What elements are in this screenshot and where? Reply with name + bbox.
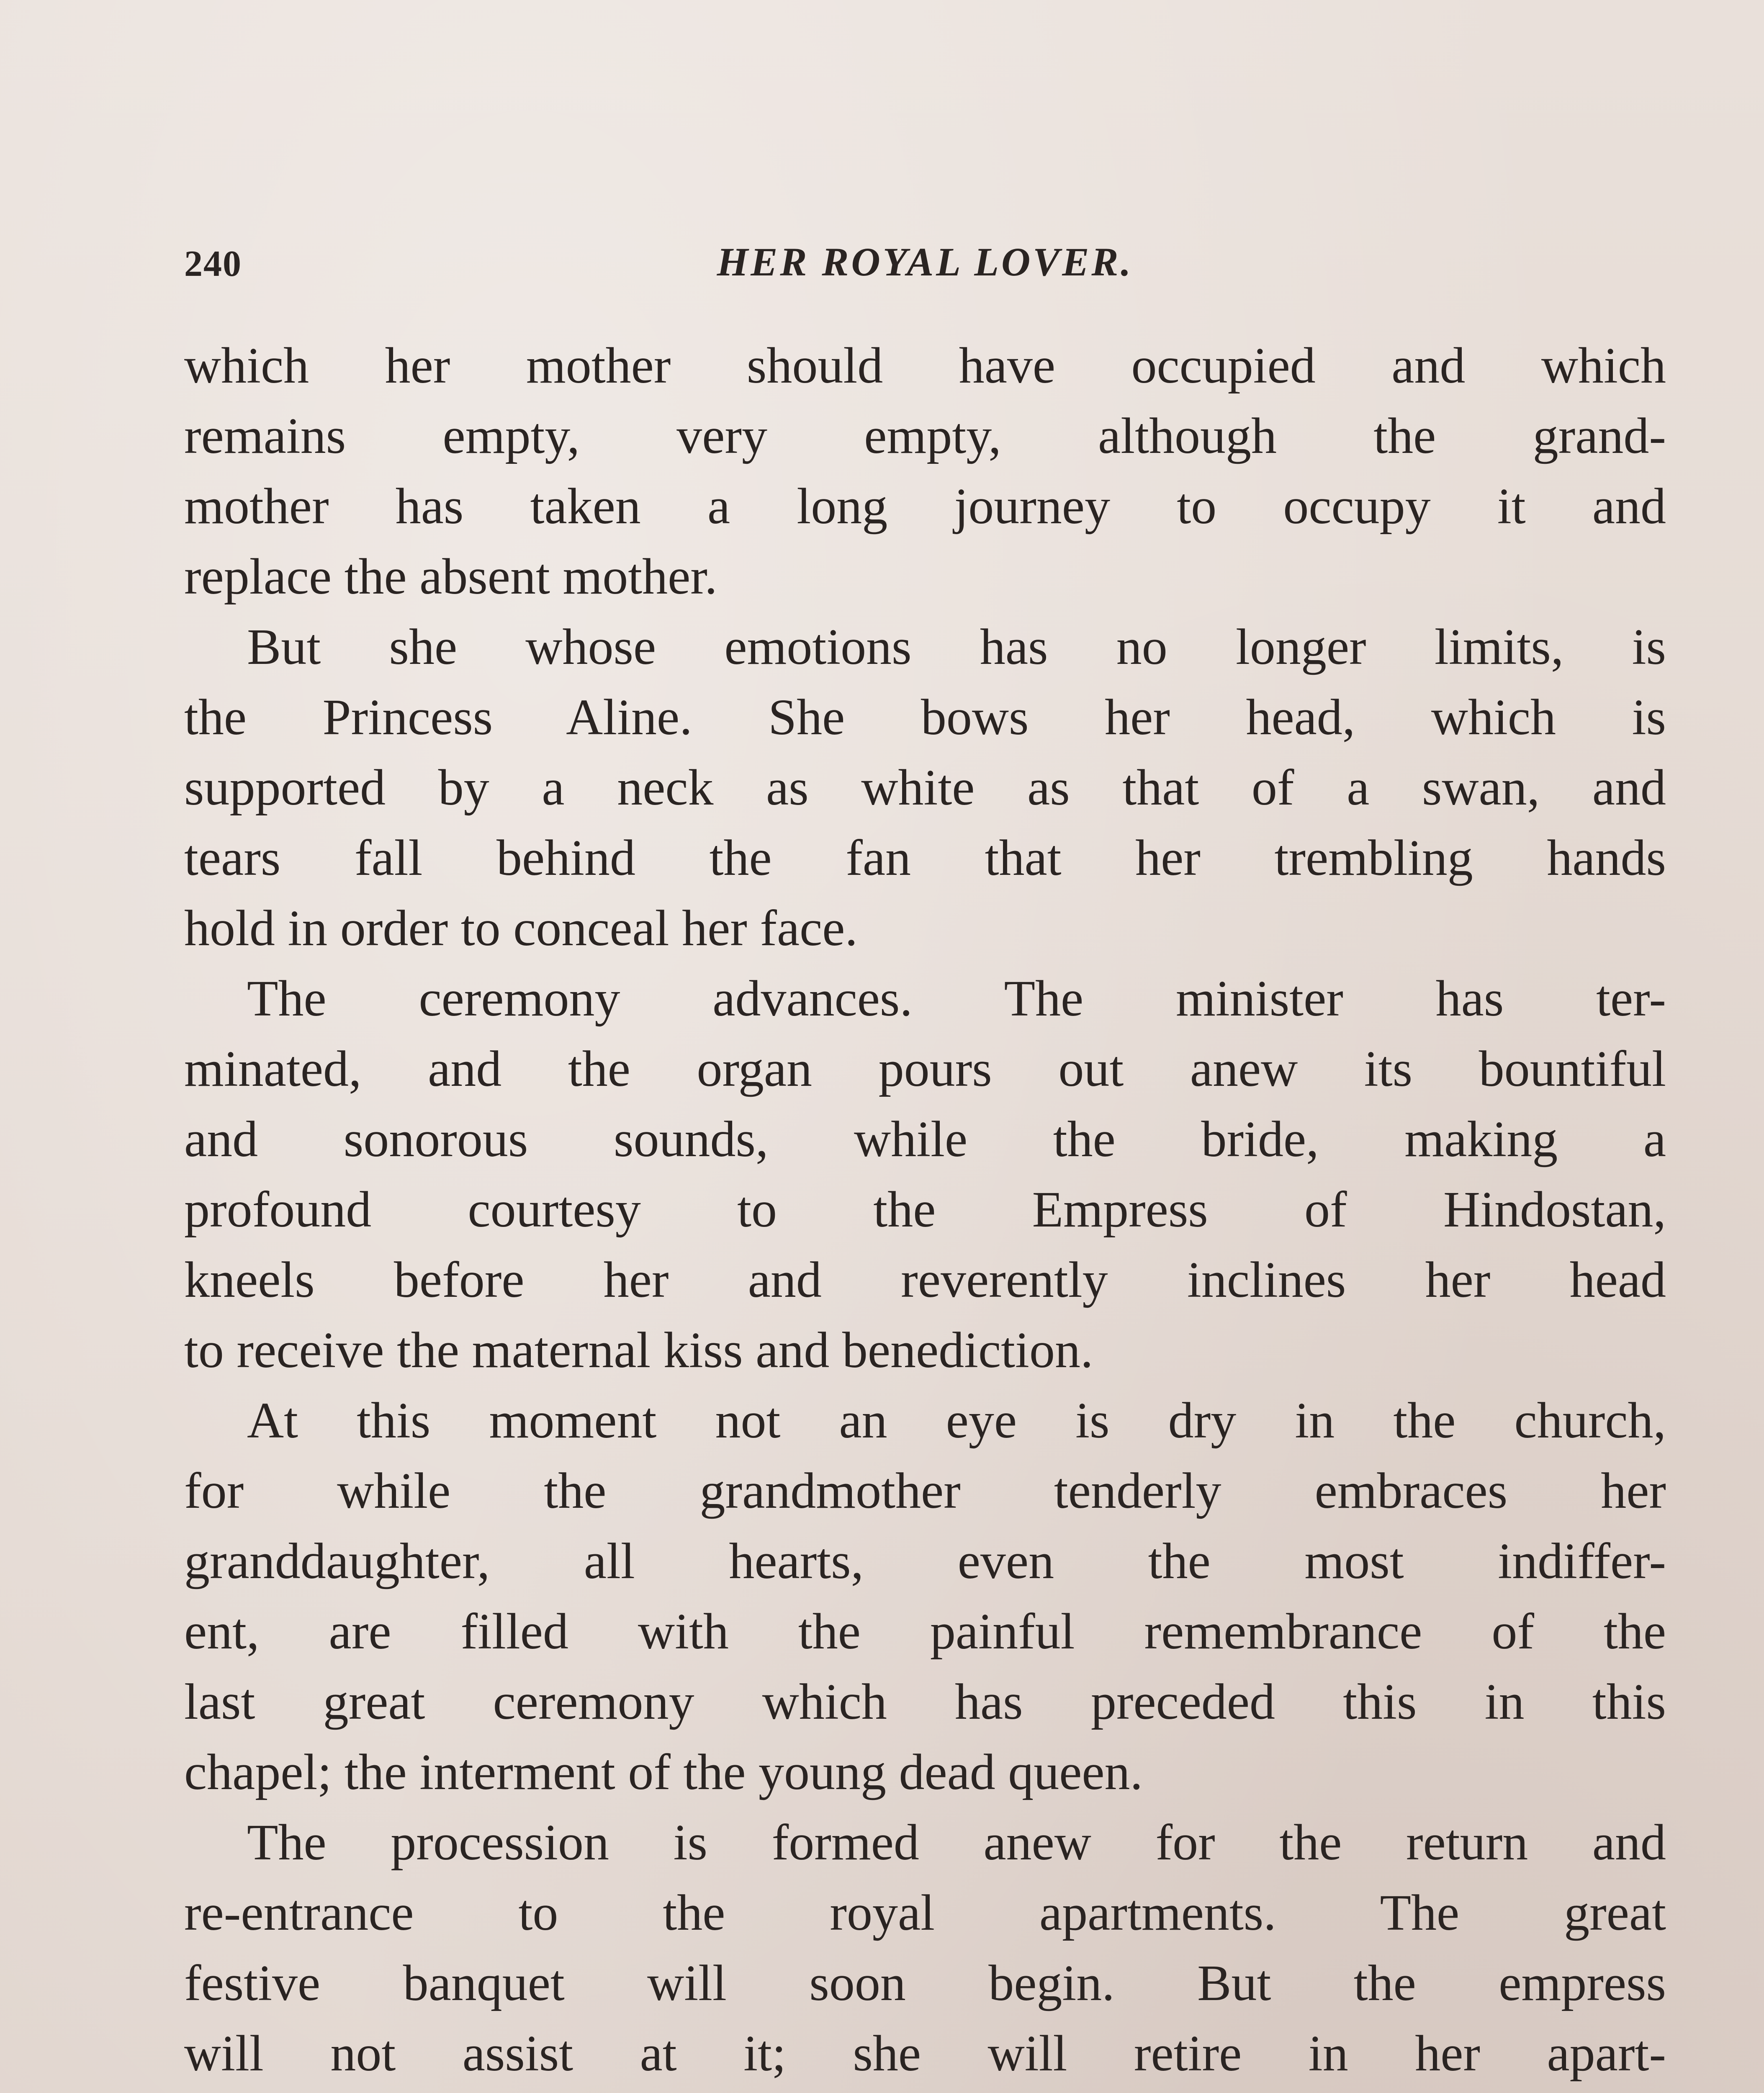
paragraph-1 (184, 331, 1666, 612)
text-line: ent, are filled with the painful remembrance of the (184, 1603, 1666, 1660)
page-number: 240 (184, 244, 242, 284)
text-line: re-entrance to the royal apartments. The great (184, 1885, 1666, 1941)
text-line (184, 2089, 1666, 2093)
text-line: festive banquet will soon begin. But the empress (184, 1955, 1666, 2011)
text-line: for while the grandmother tenderly embraces her (184, 1463, 1666, 1519)
text-line: supported by a neck as white as that of a swan, and (184, 759, 1666, 816)
paragraph-3 (184, 964, 1666, 1386)
text-line: hold in order to conceal her face. (184, 900, 858, 957)
text-line: which her mother should have occupied and which (184, 337, 1666, 394)
text-line: and sonorous sounds, while the bride, making a (184, 1111, 1666, 1167)
text-line: granddaughter, all hearts, even the most indiffer- (184, 1533, 1666, 1589)
running-title: HER ROYAL LOVER. (717, 239, 1134, 284)
text-line: chapel; the interment of the young dead queen. (184, 1744, 1143, 1800)
text-line: to receive the maternal kiss and benediction. (184, 1322, 1093, 1378)
text-line: replace the absent mother. (184, 548, 717, 605)
text-line: the Princess Aline. She bows her head, which is (184, 689, 1666, 746)
text-line: mother has taken a long journey to occupy it and (184, 478, 1666, 535)
text-line: will not assist at it; she will retire in her apart- (184, 2025, 1666, 2082)
running-head (184, 234, 1666, 293)
text-line: The procession is formed anew for the return and (247, 1814, 1666, 1871)
text-line: minated, and the organ pours out anew its bountiful (184, 1041, 1666, 1097)
text-line: last great ceremony which has preceded this in this (184, 1674, 1666, 1730)
text-line: But she whose emotions has no longer limits, is (247, 619, 1666, 675)
paragraph-4 (184, 1386, 1666, 1808)
text-line: kneels before her and reverently inclines her head (184, 1252, 1666, 1308)
text-line: profound courtesy to the Empress of Hindostan, (184, 1181, 1666, 1238)
paragraph-5 (184, 1808, 1666, 2093)
text-line: tears fall behind the fan that her trembling hands (184, 830, 1666, 886)
text-line: remains empty, very empty, although the grand- (184, 408, 1666, 464)
text-line: The ceremony advances. The minister has ter- (247, 970, 1666, 1027)
body-text (184, 331, 1666, 2093)
text-line: At this moment not an eye is dry in the church, (247, 1392, 1666, 1449)
paragraph-2 (184, 612, 1666, 964)
